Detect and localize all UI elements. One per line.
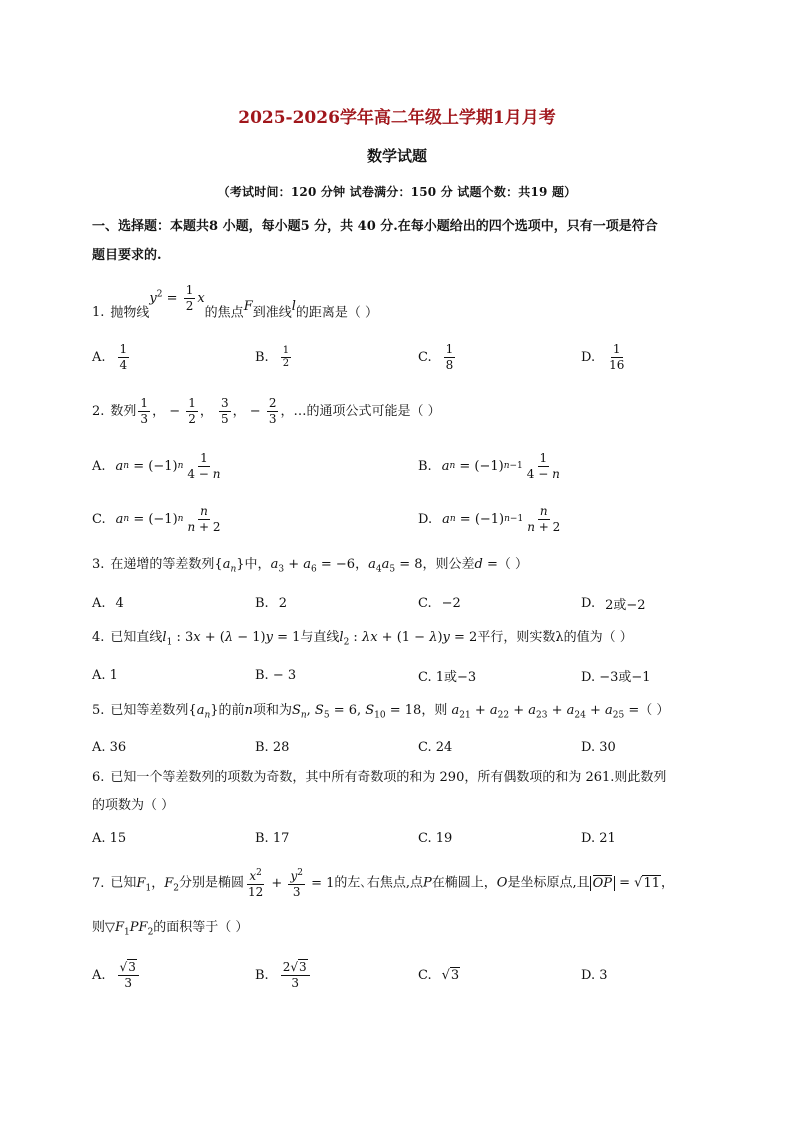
foci-symbols: $F_1$，$F_2$: [136, 875, 179, 894]
option-b[interactable]: B. 17: [255, 830, 290, 846]
option-d[interactable]: D. 2或−2: [581, 595, 646, 613]
question-text: 的左､右焦点,点: [334, 875, 424, 891]
vector-magnitude: OP = √11: [590, 875, 661, 891]
condition-1: $a_3 + a_6 = -6$: [270, 557, 356, 575]
question-text: 已知一个等差数列的项数为奇数，其中所有奇数项的和为 290，所有偶数项的和为 261.则此数列: [110, 770, 667, 785]
option-d[interactable]: D. 21: [581, 830, 616, 846]
question-number: 5.: [92, 703, 105, 718]
question-1: [92, 283, 722, 328]
question-text: 抛物线: [110, 305, 150, 321]
option-a[interactable]: A. $\frac{1}{4}$: [92, 341, 128, 372]
option-a[interactable]: A. 15: [92, 830, 127, 846]
question-number: 7.: [92, 875, 105, 891]
exam-title: 2025-2026学年高二年级上学期1月月考: [238, 108, 556, 128]
option-a[interactable]: A. a n = (−1) n $\frac{1}{4 - n}$: [92, 450, 221, 481]
option-a[interactable]: A. 4: [92, 595, 124, 611]
option-d[interactable]: D. 3: [581, 967, 608, 983]
sum-conditions: $S_n$, $S_5 = 6$, $S_{10} = 18$: [291, 703, 422, 721]
option-b[interactable]: B. 28: [255, 739, 290, 755]
question-text: 的项数为（ ）: [92, 798, 175, 813]
sequence-terms: $\frac{1}{3}$ ， − $\frac{1}{2}$ ， $\frac{3}{5}$ ， − $\frac{2}{3}$: [140, 396, 277, 426]
question-text: ，…的通项公式可能是（ ）: [280, 404, 441, 419]
question-text: 与直线: [300, 630, 340, 645]
ellipse-equation: $\frac{x^2}{12}$ + $\frac{y^2}{3}$ = 1: [247, 868, 335, 899]
question-text: 项和为: [252, 703, 292, 718]
option-c[interactable]: C. a n = (−1) n $\frac{n}{n + 2}$: [92, 503, 221, 534]
section-line-1: 一、选择题：本题共8 小题，每小题5 分，共 40 分.在每小题给出的四个选项中，只有一项是符合: [92, 219, 658, 234]
options-q2-row1: [92, 446, 722, 486]
option-d[interactable]: D. −3或−1: [581, 669, 651, 685]
question-text: 到准线: [252, 305, 292, 321]
sum-expression: $a_{21} + a_{22} + a_{23} + a_{24} + a_{25}$ =: [451, 703, 640, 721]
question-number: 1.: [92, 305, 105, 321]
exam-subtitle: 数学试题: [366, 147, 427, 165]
option-c[interactable]: C. −2: [418, 595, 461, 611]
options-q7: [92, 955, 722, 995]
question-text: 已知等差数列: [110, 703, 189, 718]
line-l2-equation: $l_2$ : λx + (1 − λ)y = 2: [339, 630, 478, 648]
question-text: 数列: [110, 404, 137, 419]
option-c[interactable]: C. 19: [418, 830, 453, 846]
question-text: 则: [92, 920, 106, 935]
option-d[interactable]: D. $\frac{1}{16}$: [581, 341, 625, 372]
section-line-2: 题目要求的.: [92, 248, 162, 263]
question-number: 2.: [92, 404, 105, 419]
options-q6: [92, 818, 722, 858]
option-a[interactable]: A. 36: [92, 739, 127, 755]
question-text: 在递增的等差数列: [110, 557, 215, 572]
options-q5: [92, 727, 722, 767]
symbol-P: P: [423, 875, 432, 891]
condition-2: $a_4a_5 = 8$: [368, 557, 423, 575]
symbol-n: n: [244, 703, 253, 718]
question-5: 5. 已知等差数列$\{a_n\}$的前n项和为$S_n$, $S_5 = 6$, $S_{10} = 18$，则 $a_{21} + a_{22} + a_{23} + a_{24} + a_{25}$ =（ ）: [92, 703, 670, 721]
question-number: 3.: [92, 557, 105, 572]
question-7-line-2: [92, 914, 722, 947]
question-text: 平行，则实数λ的值为（ ）: [477, 630, 633, 645]
option-b[interactable]: B. a n = (−1) n−1 $\frac{1}{4 - n}$: [418, 450, 560, 481]
question-text: 在椭圆上，: [431, 875, 497, 891]
question-text: 已知直线: [110, 630, 163, 645]
options-q1: [92, 337, 722, 377]
question-text: 的前: [218, 703, 245, 718]
option-c[interactable]: C. √3: [418, 967, 460, 983]
option-d[interactable]: D. a n = (−1) n−1 $\frac{n}{n + 2}$: [418, 503, 561, 534]
question-text: 中，: [244, 557, 271, 572]
question-2: [92, 396, 722, 427]
question-text: 的面积等于（ ）: [153, 920, 249, 935]
question-text: 的焦点: [204, 305, 244, 321]
exam-info: （考试时间：120 分钟 试卷满分：150 分 试题个数：共19 题）: [217, 185, 577, 199]
symbol-F: F: [243, 299, 253, 315]
question-text: 的距离是（ ）: [295, 305, 379, 321]
sequence-notation: $\{a_n\}$: [214, 557, 245, 575]
question-text: 分别是椭圆: [178, 875, 244, 891]
option-c[interactable]: C. $\frac{1}{8}$: [418, 341, 454, 372]
question-4: [92, 624, 722, 657]
option-b[interactable]: B. $\frac{1}{2}$: [255, 344, 290, 369]
question-3: 3. 在递增的等差数列$\{a_n\}$中，$a_3 + a_6 = -6$，$a_4a_5 = 8$，则公差d =（ ）: [92, 557, 529, 575]
symbol-l: l: [291, 299, 296, 315]
options-q3: [92, 583, 722, 623]
question-text: （ ）: [639, 703, 670, 718]
option-c[interactable]: C. 1或−3: [418, 669, 477, 685]
option-d[interactable]: D. 30: [581, 739, 616, 755]
option-a[interactable]: A. $\frac{√3}{3}$: [92, 955, 141, 995]
equation-parabola: $y^2$ = $\frac{1}{2}$ x: [149, 283, 205, 314]
option-a[interactable]: A. 1: [92, 667, 118, 683]
option-b[interactable]: B. 2: [255, 595, 287, 611]
sequence-notation: $\{a_n\}$: [188, 703, 219, 721]
question-text: （ ）: [497, 557, 529, 572]
options-q2-row2: [92, 499, 722, 539]
question-text: 是坐标原点,且: [507, 875, 590, 891]
option-b[interactable]: B. − 3: [255, 667, 297, 683]
options-q4: [92, 655, 722, 695]
option-b[interactable]: B. $\frac{2√3}{3}$: [255, 955, 312, 995]
line-l1-equation: $l_1$ : 3x + (λ − 1)y = 1: [162, 630, 301, 648]
question-6: [92, 764, 722, 820]
triangle-notation: $▽F_1PF_2$: [105, 920, 154, 938]
option-c[interactable]: C. 24: [418, 739, 453, 755]
question-text: ，则公差: [422, 557, 475, 572]
question-number: 6.: [92, 770, 105, 785]
question-text: 已知: [110, 875, 137, 891]
question-7: 7. 已知$F_1$，$F_2$分别是椭圆 $\frac{x^2}{12}$ + $\frac{y^2}{3}$ = 1的左､右焦点,点P在椭圆上，O是坐标原点,且 OP = √11，: [92, 868, 675, 899]
symbol-O: O: [496, 875, 508, 891]
question-number: 4.: [92, 630, 105, 645]
section-heading: [92, 212, 712, 270]
